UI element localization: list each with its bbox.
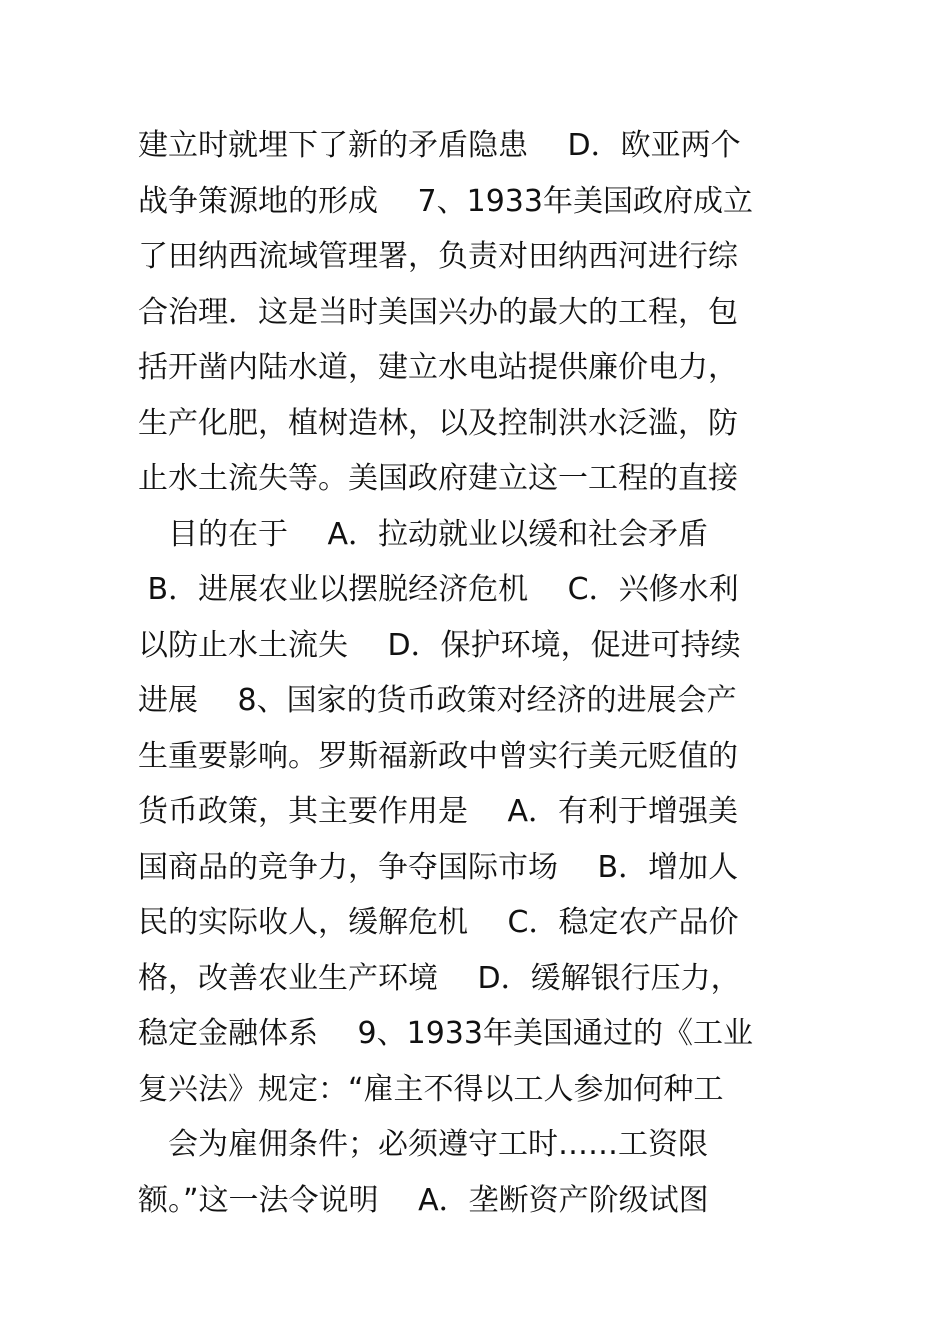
text-line: 进展 8、国家的货币政策对经济的进展会产	[138, 683, 737, 718]
text-line: 括开凿内陆水道，建立水电站提供廉价电力，	[138, 350, 738, 385]
text-line: 战争策源地的形成 7、1933年美国政府成立	[138, 183, 753, 219]
body-text	[138, 118, 818, 1228]
text-line: 生产化肥，植树造林，以及控制洪水泛滥，防	[138, 405, 738, 441]
text-line: 稳定金融体系 9、1933年美国通过的《工业	[138, 1016, 753, 1051]
text-line: 合治理．这是当时美国兴办的最大的工程，包	[138, 294, 738, 330]
text-line: 会为雇佣条件；必须遵守工时……工资限	[138, 1127, 708, 1162]
text-line: 国商品的竞争力，争夺国际市场 B．增加人	[138, 849, 739, 885]
text-line: B．进展农业以摆脱经济危机 C．兴修水利	[138, 572, 739, 607]
text-line: 了田纳西流域管理署，负责对田纳西河进行综	[138, 239, 738, 274]
text-line: 以防止水土流失 D．保护环境，促进可持续	[138, 627, 741, 663]
text-line: 格，改善农业生产环境 D．缓解银行压力，	[138, 960, 741, 996]
text-line: 生重要影响。罗斯福新政中曾实行美元贬值的	[138, 738, 738, 774]
text-line: 复兴法》规定：“雇主不得以工人参加何种工	[138, 1071, 724, 1107]
text-line: 止水土流失等。美国政府建立这一工程的直接	[138, 461, 738, 496]
text-line: 建立时就埋下了新的矛盾隐患 D．欧亚两个	[138, 128, 741, 163]
text-line: 额。”这一法令说明 A．垄断资产阶级试图	[138, 1182, 709, 1218]
text-line: 货币政策，其主要作用是 A．有利于增强美	[138, 794, 739, 829]
text-line: 目的在于 A．拉动就业以缓和社会矛盾	[138, 516, 709, 552]
text-line: 民的实际收人，缓解危机 C．稳定农产品价	[138, 905, 739, 940]
